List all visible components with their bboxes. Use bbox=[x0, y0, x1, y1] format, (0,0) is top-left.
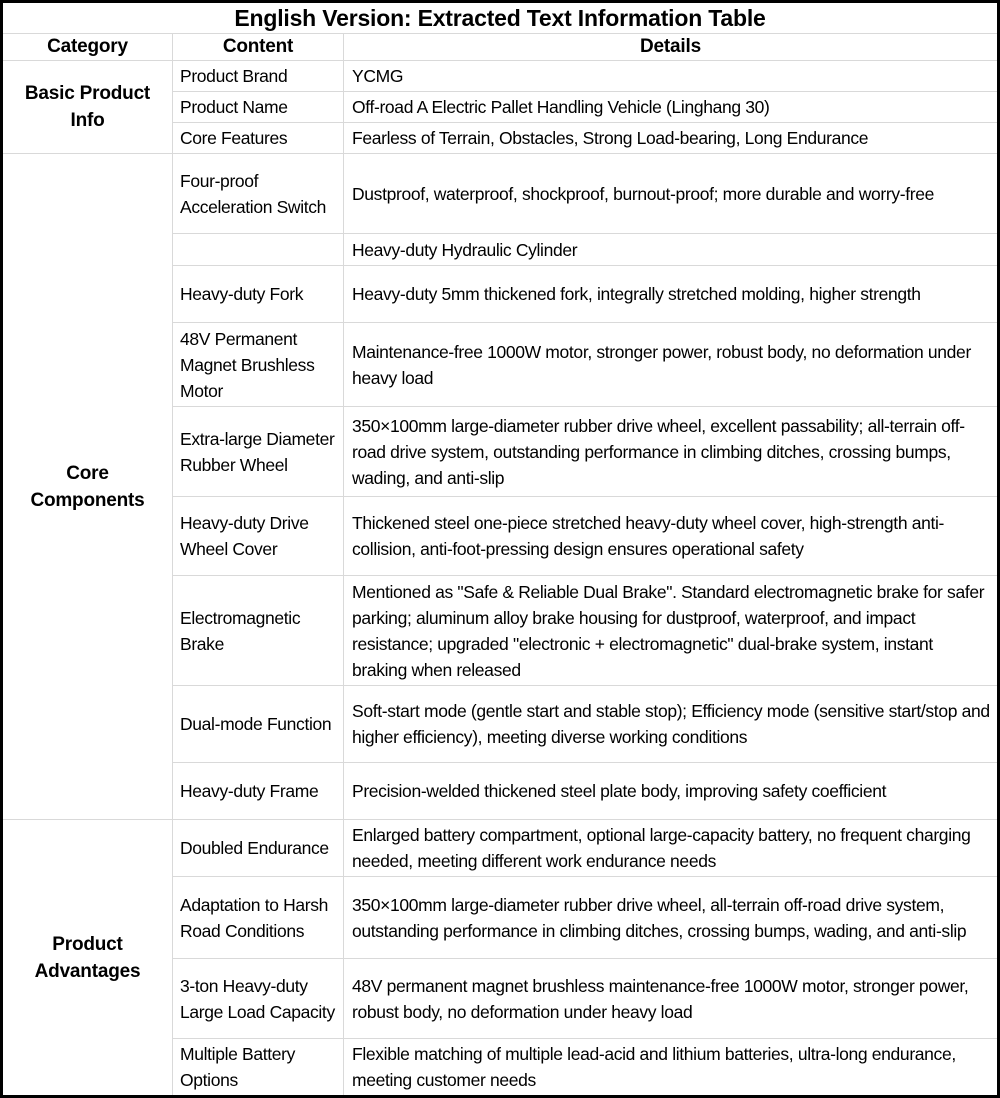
column-header-row bbox=[2, 34, 999, 61]
details-cell: YCMG bbox=[344, 61, 999, 92]
content-cell: Dual-mode Function bbox=[173, 686, 344, 763]
table-row bbox=[2, 820, 999, 877]
content-cell: Heavy-duty Frame bbox=[173, 763, 344, 820]
category-cell-basic-product-info: Basic Product Info bbox=[2, 61, 173, 154]
content-cell: Four-proof Acceleration Switch bbox=[173, 154, 344, 234]
table-row bbox=[2, 154, 999, 234]
details-cell: 350×100mm large-diameter rubber drive wheel, excellent passability; all-terrain off-road drive system, outstanding performance in climbing ditches, crossing bumps, wading, and anti-slip bbox=[344, 407, 999, 497]
details-cell: Enlarged battery compartment, optional large-capacity battery, no frequent charging needed, meeting different work endurance needs bbox=[344, 820, 999, 877]
content-cell: Doubled Endurance bbox=[173, 820, 344, 877]
column-header-category: Category bbox=[2, 34, 173, 61]
details-cell: Fearless of Terrain, Obstacles, Strong Load-bearing, Long Endurance bbox=[344, 123, 999, 154]
details-cell: Dustproof, waterproof, shockproof, burnout-proof; more durable and worry-free bbox=[344, 154, 999, 234]
content-cell: Heavy-duty Fork bbox=[173, 266, 344, 323]
content-cell: Adaptation to Harsh Road Conditions bbox=[173, 877, 344, 959]
content-cell: Electromagnetic Brake bbox=[173, 576, 344, 686]
content-cell: Core Features bbox=[173, 123, 344, 154]
details-cell: 350×100mm large-diameter rubber drive wheel, all-terrain off-road drive system, outstanding performance in climbing ditches, crossing bumps, wading, and anti-slip bbox=[344, 877, 999, 959]
details-cell: Mentioned as "Safe & Reliable Dual Brake". Standard electromagnetic brake for safer parking; aluminum alloy brake housing for dustproof, waterproof, and impact resistance; upgraded "electronic + electromagnetic" dual-brake system, instant braking when released bbox=[344, 576, 999, 686]
details-cell: Off-road A Electric Pallet Handling Vehicle (Linghang 30) bbox=[344, 92, 999, 123]
content-cell: 3-ton Heavy-duty Large Load Capacity bbox=[173, 959, 344, 1039]
column-header-content: Content bbox=[173, 34, 344, 61]
content-cell: Product Brand bbox=[173, 61, 344, 92]
column-header-details: Details bbox=[344, 34, 999, 61]
details-cell: Thickened steel one-piece stretched heavy-duty wheel cover, high-strength anti-collision, anti-foot-pressing design ensures operational safety bbox=[344, 497, 999, 576]
details-cell: Soft-start mode (gentle start and stable stop); Efficiency mode (sensitive start/stop and higher efficiency), meeting diverse working conditions bbox=[344, 686, 999, 763]
details-cell: Precision-welded thickened steel plate body, improving safety coefficient bbox=[344, 763, 999, 820]
category-cell-product-advantages: Product Advantages bbox=[2, 820, 173, 1097]
content-cell: Product Name bbox=[173, 92, 344, 123]
content-cell bbox=[173, 234, 344, 266]
details-cell: 48V permanent magnet brushless maintenance-free 1000W motor, stronger power, robust body, no deformation under heavy load bbox=[344, 959, 999, 1039]
details-cell: Heavy-duty Hydraulic Cylinder bbox=[344, 234, 999, 266]
category-cell-core-components: Core Components bbox=[2, 154, 173, 820]
table-title: English Version: Extracted Text Information Table bbox=[2, 2, 999, 34]
content-cell: Heavy-duty Drive Wheel Cover bbox=[173, 497, 344, 576]
table-row bbox=[2, 61, 999, 92]
details-cell: Heavy-duty 5mm thickened fork, integrally stretched molding, higher strength bbox=[344, 266, 999, 323]
details-cell: Flexible matching of multiple lead-acid and lithium batteries, ultra-long endurance, meeting customer needs bbox=[344, 1039, 999, 1097]
content-cell: Multiple Battery Options bbox=[173, 1039, 344, 1097]
content-cell: 48V Permanent Magnet Brushless Motor bbox=[173, 323, 344, 407]
title-row bbox=[2, 2, 999, 34]
details-cell: Maintenance-free 1000W motor, stronger power, robust body, no deformation under heavy load bbox=[344, 323, 999, 407]
content-cell: Extra-large Diameter Rubber Wheel bbox=[173, 407, 344, 497]
